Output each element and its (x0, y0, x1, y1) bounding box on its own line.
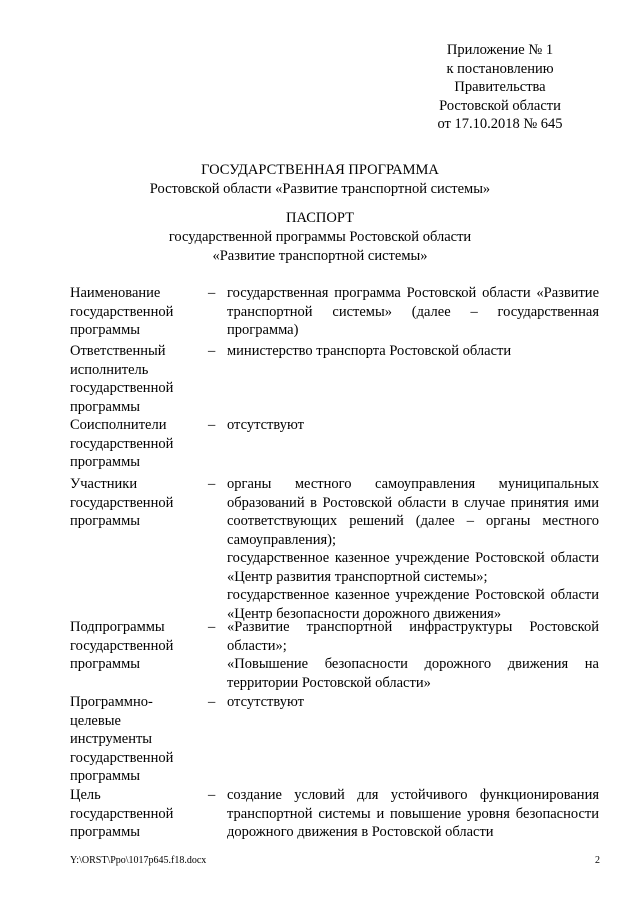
row-label (70, 416, 206, 472)
row-label-line: Подпрограммы (70, 619, 165, 635)
row-value-paragraph: государственное казенное учреждение Ростовской области «Центр безопасности дорожного движения» (227, 587, 599, 622)
program-title-heading: ГОСУДАРСТВЕННАЯ ПРОГРАММА (201, 162, 439, 178)
appendix-line: Приложение № 1 (446, 42, 554, 58)
passport-subtitle-line: «Развитие транспортной системы» (212, 248, 428, 264)
row-value (227, 284, 599, 340)
row-label-line: Участники (70, 476, 138, 492)
row-value-paragraph: органы местного самоуправления муниципальных образований в Ростовской области в случае принятия ими соответствующих решений (далее – органы местного самоуправления); (227, 476, 599, 548)
row-dash: – (208, 787, 216, 803)
row-label-line: программы (70, 768, 140, 784)
row-label-line: инструменты (70, 731, 153, 747)
appendix-line: к постановлению (446, 60, 554, 77)
row-value-paragraph: министерство транспорта Ростовской области (227, 343, 512, 359)
row-label-line: программы (70, 513, 140, 529)
row-label (70, 342, 206, 416)
row-dash: – (208, 694, 216, 710)
row-value (227, 475, 599, 623)
row-label-line: программы (70, 824, 140, 840)
row-label-line: Ответственный (70, 343, 166, 359)
row-value (227, 342, 599, 361)
row-label (70, 475, 206, 531)
row-dash: – (208, 619, 216, 635)
row-label-line: государственной (70, 380, 174, 396)
row-value-paragraph: государственное казенное учреждение Ростовской области «Центр развития транспортной системы»; (227, 550, 599, 585)
row-label (70, 618, 206, 674)
appendix-line: Ростовской области (439, 97, 561, 114)
row-value-paragraph: отсутствуют (227, 694, 304, 710)
passport-subtitle-line: государственной программы Ростовской области (168, 229, 472, 245)
row-dash: – (208, 417, 216, 433)
appendix-line: от 17.10.2018 № 645 (437, 116, 563, 132)
page-number: 2 (595, 855, 600, 866)
row-value-paragraph: отсутствуют (227, 417, 304, 433)
row-label-line: программы (70, 454, 140, 470)
row-label-line: государственной (70, 805, 174, 822)
row-label-line: Цель (70, 787, 101, 803)
appendix-block (400, 41, 600, 134)
row-label-line: программы (70, 656, 140, 672)
row-label-line: государственной (70, 435, 174, 452)
row-label (70, 284, 206, 340)
row-label (70, 786, 206, 842)
footer-file-path: Y:\ORST\Ppo\1017p645.f18.docx (70, 855, 207, 866)
row-value-paragraph: создание условий для устойчивого функционирования транспортной системы и повышение уровня безопасности дорожного движения в Ростовской области (227, 787, 599, 840)
row-value (227, 693, 599, 712)
row-label (70, 693, 206, 786)
row-label-line: государственной (70, 494, 174, 511)
row-label-line: государственной (70, 637, 174, 654)
row-dash: – (208, 285, 216, 301)
row-value-paragraph: «Развитие транспортной инфраструктуры Ростовской области»; (227, 619, 599, 654)
row-label-line: государственной (70, 749, 174, 766)
row-value-paragraph: государственная программа Ростовской области «Развитие транспортной системы» (далее – государственная программа) (227, 285, 599, 338)
row-value (227, 416, 599, 435)
program-title (0, 161, 640, 199)
row-label-line: Программно- (70, 694, 153, 710)
row-value-paragraph: «Повышение безопасности дорожного движения на территории Ростовской области» (227, 656, 599, 691)
row-label-line: целевые (70, 712, 121, 729)
row-label-line: Наименование (70, 285, 161, 301)
appendix-line: Правительства (454, 79, 546, 95)
row-label-line: государственной (70, 303, 174, 320)
passport-title (0, 209, 640, 266)
passport-heading: ПАСПОРТ (286, 210, 354, 226)
row-dash: – (208, 476, 216, 492)
row-label-line: программы (70, 322, 140, 338)
row-label-line: программы (70, 398, 140, 415)
row-label-line: Соисполнители (70, 417, 167, 433)
row-dash: – (208, 343, 216, 359)
row-value (227, 618, 599, 692)
row-label-line: исполнитель (70, 361, 149, 378)
row-value (227, 786, 599, 842)
program-title-subheading: Ростовской области «Развитие транспортной системы» (149, 181, 491, 197)
